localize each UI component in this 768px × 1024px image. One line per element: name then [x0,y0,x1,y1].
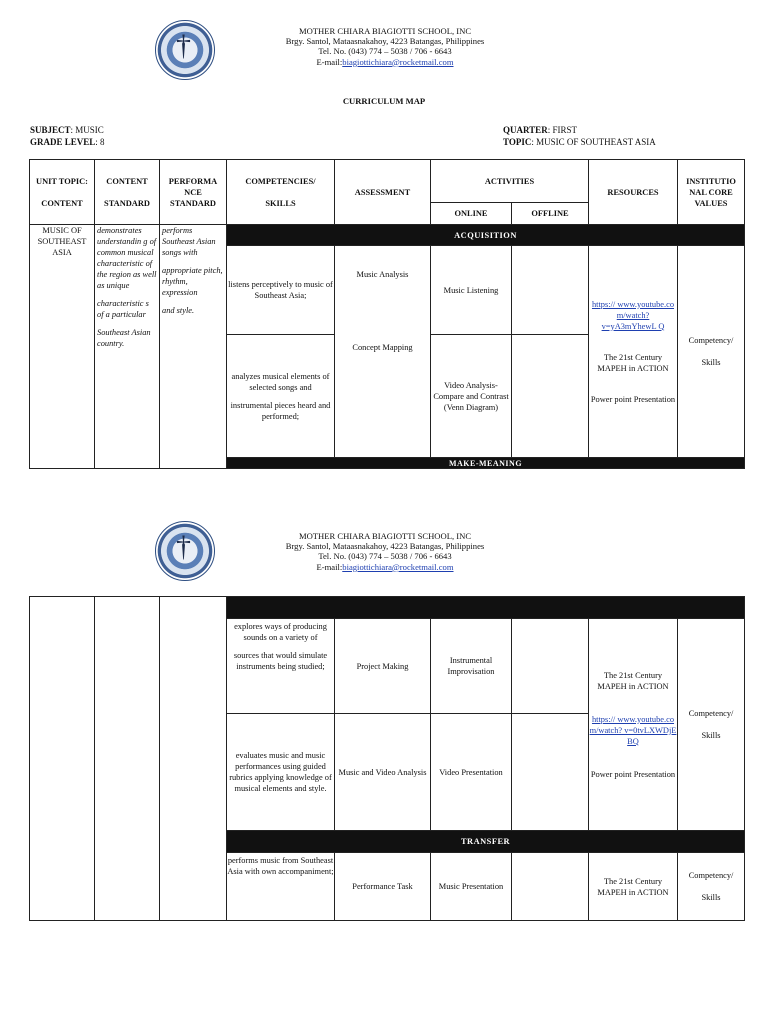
resources-header: RESOURCES [589,160,678,225]
resources-cell: The 21st Century MAPEH in ACTION [589,853,678,921]
online-activity-cell: Music Presentation [431,853,512,921]
offline-header: OFFLINE [512,203,589,225]
section-bar-make-meaning: MAKE-MEANING [227,458,745,469]
quarter-value: : FIRST [547,125,577,135]
school-name: MOTHER CHIARA BIAGIOTTI SCHOOL, INC [298,26,472,36]
performance-standard-cell [160,597,227,921]
ppt-resource: Power point Presentation [590,769,676,779]
core-values-cell: Competency/ Skills [678,246,745,458]
unit-topic-cell [30,597,95,921]
online-activity-cell: Video Presentation [431,714,512,831]
school-tel: Tel. No. (043) 774 – 5038 / 706 - 6643 [318,46,452,57]
assessment-cell: Performance Task [335,853,431,921]
curriculum-map-table-page-2 [29,596,745,921]
quarter-topic-block: QUARTER: FIRST TOPIC: MUSIC OF SOUTHEAST ASIA [503,125,656,147]
book-resource: The 21st Century MAPEH in ACTION [597,352,669,373]
online-activity-cell: Instrumental Improvisation [431,619,512,714]
document-title: CURRICULUM MAP [342,96,426,106]
school-address: Brgy. Santol, Mataasnakahoy, 4223 Batangas, Philippines [285,36,485,47]
school-email-line: E-mail:biagiottichiara@rocketmail.com [316,56,454,67]
resources-cell [589,246,678,458]
school-email-link[interactable]: biagiottichiara@rocketmail.com [342,561,454,572]
competency-cell: performs music from Southeast Asia with own accompaniment; [227,853,335,921]
school-email-line: E-mail:biagiottichiara@rocketmail.com [316,561,454,572]
offline-activity-cell [512,335,589,458]
competency-cell: evaluates music and music performances using guided rubrics applying knowledge of musical elements and style. [227,714,335,831]
section-bar-make-meaning [227,597,745,619]
school-logo-icon [155,521,215,581]
unit-topic-header: UNIT TOPIC: CONTENT [30,160,95,225]
school-logo-icon [155,20,215,80]
core-values-cell: Competency/ Skills [678,619,745,831]
school-header [260,531,510,572]
performance-standard-header: PERFORMA NCE STANDARD [160,160,227,225]
resources-cell [589,619,678,831]
content-standard-cell [95,597,160,921]
youtube-resource-link[interactable]: https:// www.youtube.co m/watch? v=yA3mYhewL Q [591,299,675,331]
curriculum-map-table-page-1 [29,159,745,469]
offline-activity-cell [512,246,589,335]
assessment-cell: Project Making [335,619,431,714]
content-standard-header: CONTENT STANDARD [95,160,160,225]
assessment-header: ASSESSMENT [335,160,431,225]
competency-cell: explores ways of producing sounds on a variety of sources that would simulate instruments being studied; [227,619,335,714]
online-activity-cell: Music Listening [431,246,512,335]
section-bar-transfer: TRANSFER [227,831,745,853]
assessment-cell: Music and Video Analysis [335,714,431,831]
ppt-resource: Power point Presentation [590,394,676,404]
activities-header: ACTIVITIES [431,160,589,203]
unit-topic-cell: MUSIC OF SOUTHEAST ASIA [30,225,95,469]
online-header: ONLINE [431,203,512,225]
subject-grade-block: SUBJECT: MUSIC GRADE LEVEL: 8 [30,125,105,147]
school-email-link[interactable]: biagiottichiara@rocketmail.com [342,56,454,67]
online-activity-cell: Video Analysis- Compare and Contrast (Venn Diagram) [431,335,512,458]
competency-cell: listens perceptively to music of Southeast Asia; [227,246,335,335]
subject-value: : MUSIC [70,125,104,135]
competency-cell: analyzes musical elements of selected songs and instrumental pieces heard and performed; [227,335,335,458]
content-standard-cell: demonstrates understandin g of common musical characteristic of the region as well as unique characteristic s of a particular Southeast Asian country. [95,225,160,469]
offline-activity-cell [512,853,589,921]
school-name: MOTHER CHIARA BIAGIOTTI SCHOOL, INC [298,531,472,541]
offline-activity-cell [512,714,589,831]
book-resource: The 21st Century MAPEH in ACTION [597,670,669,691]
core-values-cell: Competency/ Skills [678,853,745,921]
school-header [260,26,510,67]
performance-standard-cell: performs Southeast Asian songs with appropriate pitch, rhythm, expression and style. [160,225,227,469]
section-bar-acquisition: ACQUISITION [227,225,745,246]
school-tel: Tel. No. (043) 774 – 5038 / 706 - 6643 [318,551,452,562]
competencies-header: COMPETENCIES/ SKILLS [227,160,335,225]
school-address: Brgy. Santol, Mataasnakahoy, 4223 Batangas, Philippines [285,541,485,552]
offline-activity-cell [512,619,589,714]
assessment-cell: Music Analysis Concept Mapping [335,246,431,458]
topic-value: : MUSIC OF SOUTHEAST ASIA [531,136,656,147]
youtube-resource-link[interactable]: https:// www.youtube.co m/watch? v=0tvLXWDjE BQ [589,714,677,746]
grade-value: : 8 [95,136,105,147]
institutional-values-header: INSTITUTIO NAL CORE VALUES [678,160,745,225]
